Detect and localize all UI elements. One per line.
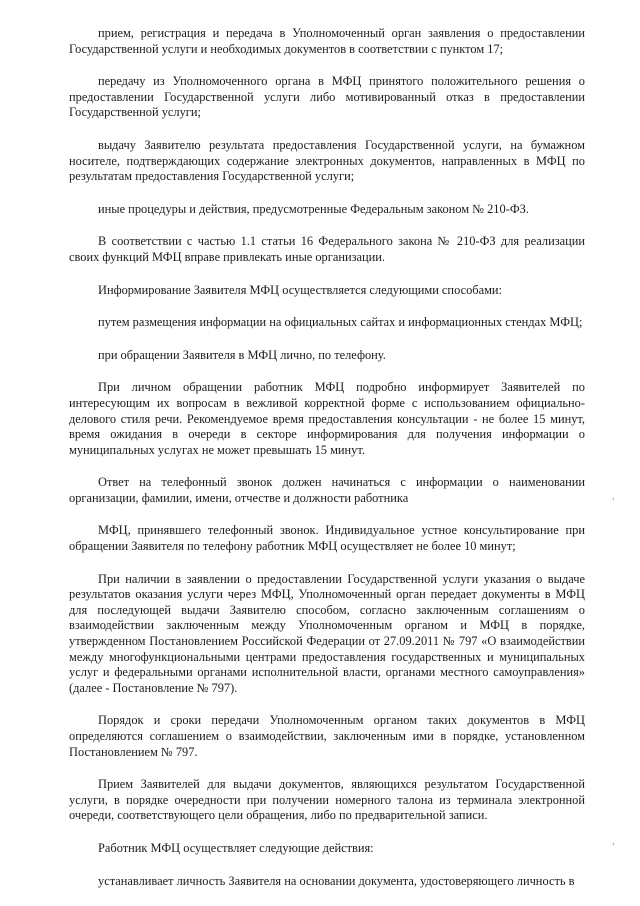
- paragraph-other-organizations: В соответствии с частью 1.1 статьи 16 Федерального закона № 210-ФЗ для реализации своих функций МФЦ вправе привлекать иные организации.: [69, 234, 585, 264]
- document-page: [69, 26, 585, 906]
- paragraph-issue-result: выдачу Заявителю результата предоставления Государственной услуги, на бумажном носителе, подтверждающих содержание электронных документов, направленных в МФЦ по результатам предоставления Государственной услуги;: [69, 137, 585, 184]
- margin-mark: ,: [612, 490, 615, 502]
- paragraph-transfer-decision: передачу из Уполномоченного органа в МФЦ принятого положительного решения о предоставлении Государственной услуги либо мотивированный отказ в предоставлении Государственной услуги;: [69, 74, 585, 120]
- paragraph-reception-queue: Прием Заявителей для выдачи документов, являющихся результатом Государственной услуги, в порядке очередности при получении номерного талона из терминала электронной очереди, соответствующего цели обращения, либо по предварительной записи.: [69, 777, 585, 823]
- paragraph-in-person: при обращении Заявителя в МФЦ лично, по телефону.: [98, 347, 386, 362]
- paragraph-worker-actions: Работник МФЦ осуществляет следующие действия:: [98, 840, 374, 855]
- paragraph-phone-answer: Ответ на телефонный звонок должен начинаться с информации о наименовании организации, фамилии, имени, отчестве и должности работника: [69, 475, 585, 505]
- paragraph-other-procedures: иные процедуры и действия, предусмотренные Федеральным законом № 210-ФЗ.: [98, 201, 529, 216]
- paragraph-reception: прием, регистрация и передача в Уполномоченный орган заявления о предоставлении Государственной услуги и необходимых документов в соответствии с пунктом 17;: [69, 26, 585, 56]
- margin-mark: ,: [612, 835, 615, 847]
- paragraph-phone-consultation: МФЦ, принявшего телефонный звонок. Индивидуальное устное консультирование при обращении Заявителя по телефону работник МФЦ осуществляет не более 10 минут;: [69, 523, 585, 554]
- paragraph-document-transfer: При наличии в заявлении о предоставлении Государственной услуги указания о выдаче результатов оказания услуги через МФЦ, Уполномоченный орган передает документы в МФЦ для последующей выдачи Заявителю способом, согласно заключенным соглашениям о взаимодействии заключенным между Уполномоченным органом и МФЦ в порядке, утвержденном Постановлением Российской Федерации от 27.09.2011 № 797 «О взаимодействии между многофункциональными центрами предоставления государственных и муниципальных услуг и федеральными органами исполнительной власти, органами местного самоуправления» (далее - Постановление № 797).: [69, 571, 585, 695]
- paragraph-transfer-terms: Порядок и сроки передачи Уполномоченным органом таких документов в МФЦ определяются соглашением о взаимодействии, заключенным ими в порядке, установленном Постановлением № 797.: [69, 713, 585, 759]
- paragraph-personal-consultation: При личном обращении работник МФЦ подробно информирует Заявителей по интересующим их вопросам в вежливой корректной форме с использованием официально-делового стиля речи. Рекомендуемое время предоставления консультации - не более 15 минут, время ожидания в очереди в секторе информирования для получения информации о муниципальных услугах не может превышать 15 минут.: [69, 380, 585, 457]
- paragraph-websites: путем размещения информации на официальных сайтах и информационных стендах МФЦ;: [98, 315, 583, 330]
- paragraph-identity-check: устанавливает личность Заявителя на основании документа, удостоверяющего личность в: [98, 873, 575, 888]
- paragraph-informing-methods: Информирование Заявителя МФЦ осуществляется следующими способами:: [98, 282, 502, 297]
